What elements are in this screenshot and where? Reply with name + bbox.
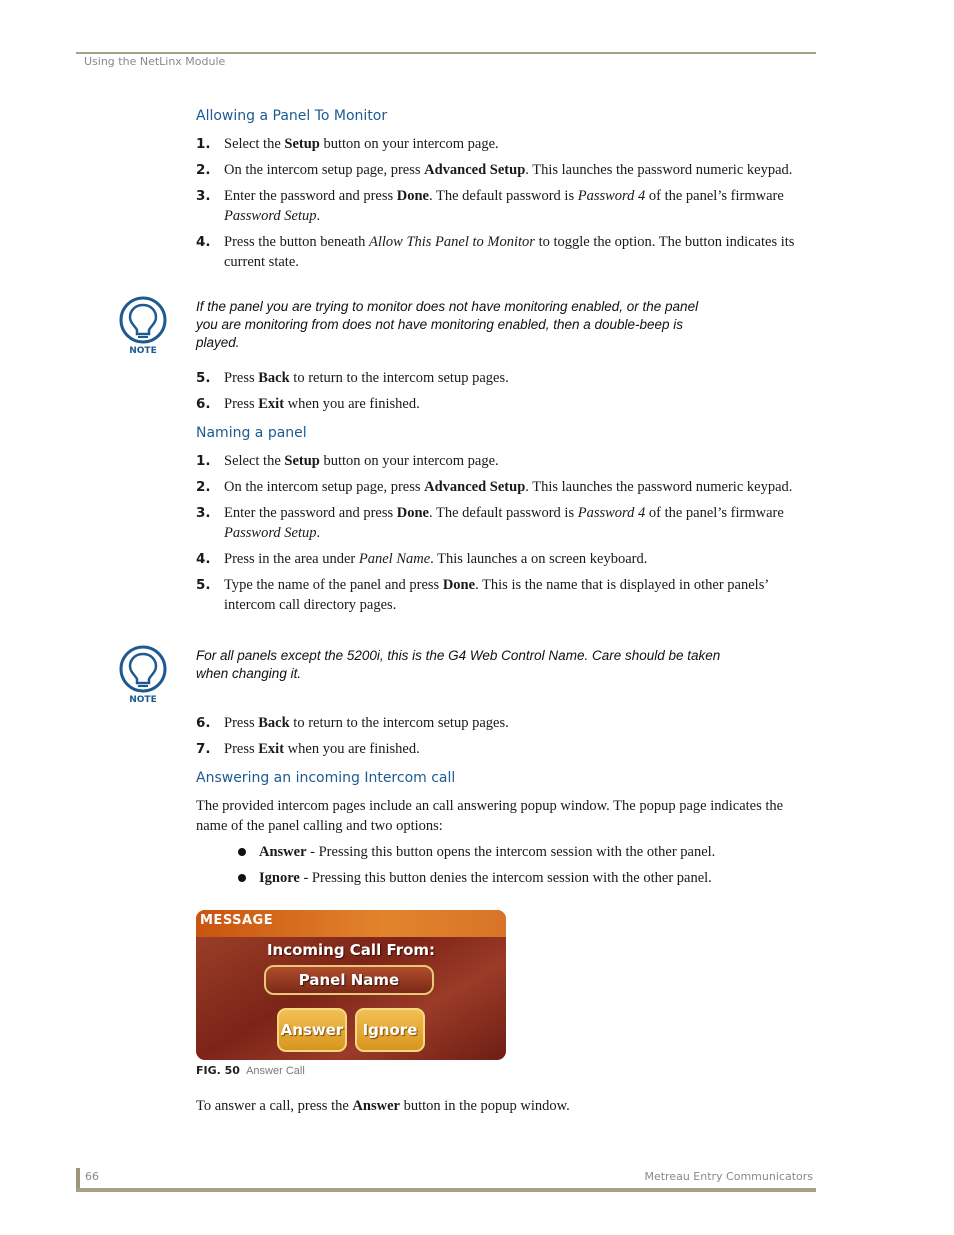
step-bold: Done	[396, 188, 429, 204]
naming-step-3	[196, 503, 816, 543]
naming-step-2	[196, 477, 816, 497]
naming-step-6	[196, 713, 816, 733]
step-bold: Advanced Setup	[424, 162, 526, 178]
step-italic: Password 4	[577, 188, 646, 204]
note-web-control-name	[129, 647, 816, 705]
note-icon-label: NOTE	[129, 346, 157, 356]
footer-rule	[76, 1188, 816, 1192]
step-bold: Setup	[284, 136, 320, 152]
step-text: . This launches a on screen keyboard.	[430, 551, 648, 567]
note-icon-label: NOTE	[129, 695, 157, 705]
step-bold: Back	[258, 715, 290, 731]
note-text: If the panel you are trying to monitor does not have monitoring enabled, or the panel you are monitoring from does not have monitoring enabled, then a double-beep is played.	[196, 299, 699, 350]
step-number: 7.	[196, 741, 211, 757]
step-bold: Done	[442, 577, 476, 593]
step-italic: Password Setup	[224, 208, 317, 224]
bullet-bold: Answer	[259, 844, 307, 860]
answer-call-figure	[196, 910, 506, 1060]
answer-button[interactable]: Answer	[277, 1008, 347, 1052]
bullet-answer	[196, 842, 816, 862]
step-text: Select the	[224, 136, 285, 152]
step-number: 5.	[196, 577, 211, 593]
naming-step-4	[196, 549, 816, 569]
bullet-text: - Pressing this button opens the intercom session with the other panel.	[306, 844, 716, 860]
bullet-dot	[238, 848, 246, 856]
step-text: . This is the name that is displayed in other panels’ intercom call directory pages.	[224, 577, 769, 613]
step-text: .	[316, 525, 321, 541]
step-text: of the panel’s firmware	[645, 188, 784, 204]
step-bold: Done	[396, 505, 429, 521]
step-text: to return to the intercom setup pages.	[289, 370, 509, 386]
figure-caption	[196, 1064, 816, 1078]
step-text: Press the button beneath	[224, 234, 369, 250]
step-text: .	[316, 208, 321, 224]
footer-book-title: Metreau Entry Communicators	[644, 1170, 813, 1183]
page-number: 66	[85, 1170, 99, 1183]
monitor-step-4	[196, 232, 816, 272]
caption-text: Answer Call	[246, 1065, 305, 1077]
step-number: 3.	[196, 188, 211, 204]
step-number: 2.	[196, 162, 211, 178]
monitor-step-1	[196, 134, 816, 154]
step-text: button on your intercom page.	[319, 136, 499, 152]
note-text: For all panels except the 5200i, this is the G4 Web Control Name. Care should be taken when changing it.	[196, 648, 721, 681]
section-title-answering: Answering an incoming Intercom call	[196, 770, 456, 786]
step-bold: Exit	[258, 396, 285, 412]
note-monitoring	[129, 298, 816, 356]
step-text: when you are finished.	[284, 741, 420, 757]
step-bold: Exit	[258, 741, 285, 757]
step-number: 1.	[196, 136, 211, 152]
naming-step-5	[196, 575, 816, 615]
running-header: Using the NetLinx Module	[84, 55, 226, 68]
step-text: Press	[224, 741, 259, 757]
step-text: Enter the password and press	[224, 188, 397, 204]
step-number: 3.	[196, 505, 211, 521]
step-text: Press	[224, 715, 259, 731]
naming-step-7	[196, 739, 816, 759]
monitor-step-2	[196, 160, 816, 180]
lightbulb-note-icon	[118, 645, 168, 705]
step-text: Select the	[224, 453, 285, 469]
step-italic: Panel Name	[358, 551, 431, 567]
monitor-step-3	[196, 186, 816, 226]
step-italic: Allow This Panel to Monitor	[368, 234, 535, 250]
bullet-bold: Ignore	[259, 870, 300, 886]
step-text: when you are finished.	[284, 396, 420, 412]
bullet-text: - Pressing this button denies the intercom session with the other panel.	[299, 870, 712, 886]
step-number: 5.	[196, 370, 211, 386]
step-text: . This launches the password numeric keypad.	[525, 479, 793, 495]
step-text: . The default password is	[428, 188, 578, 204]
naming-step-1	[196, 451, 816, 471]
page-content	[129, 106, 816, 1116]
monitor-step-6	[196, 394, 816, 414]
step-text: to toggle the option. The button indicates its current state.	[224, 234, 795, 270]
para-bold: Answer	[352, 1098, 400, 1114]
header-rule	[76, 52, 816, 54]
step-text: Press	[224, 396, 259, 412]
step-text: button on your intercom page.	[319, 453, 499, 469]
step-number: 2.	[196, 479, 211, 495]
step-number: 4.	[196, 234, 211, 250]
caption-label: FIG. 50	[196, 1064, 240, 1077]
step-italic: Password 4	[577, 505, 646, 521]
answering-intro: The provided intercom pages include an call answering popup window. The popup page indicates the name of the panel calling and two options:	[196, 798, 784, 834]
step-number: 6.	[196, 396, 211, 412]
lightbulb-note-icon	[118, 296, 168, 356]
step-text: Press	[224, 370, 259, 386]
bullet-dot	[238, 874, 246, 882]
step-number: 6.	[196, 715, 211, 731]
step-text: . The default password is	[428, 505, 578, 521]
section-title-monitor: Allowing a Panel To Monitor	[196, 108, 388, 124]
incoming-call-heading: Incoming Call From:	[266, 941, 436, 959]
monitor-step-5	[196, 368, 816, 388]
step-text: On the intercom setup page, press	[224, 162, 425, 178]
ignore-button[interactable]: Ignore	[355, 1008, 425, 1052]
step-text: Press in the area under	[224, 551, 359, 567]
step-bold: Back	[258, 370, 290, 386]
step-italic: Password Setup	[224, 525, 317, 541]
section-title-naming: Naming a panel	[196, 425, 307, 441]
step-bold: Setup	[284, 453, 320, 469]
para-text: To answer a call, press the	[196, 1098, 353, 1114]
step-text: On the intercom setup page, press	[224, 479, 425, 495]
step-bold: Advanced Setup	[424, 479, 526, 495]
message-title: MESSAGE	[200, 913, 274, 928]
bullet-ignore	[196, 868, 816, 888]
closing-paragraph	[196, 1096, 816, 1116]
step-number: 4.	[196, 551, 211, 567]
step-text: to return to the intercom setup pages.	[289, 715, 509, 731]
para-text: button in the popup window.	[399, 1098, 570, 1114]
step-text: Enter the password and press	[224, 505, 397, 521]
panel-name-field: Panel Name	[264, 965, 434, 995]
step-number: 1.	[196, 453, 211, 469]
step-text: Type the name of the panel and press	[224, 577, 443, 593]
step-text: of the panel’s firmware	[645, 505, 784, 521]
step-text: . This launches the password numeric keypad.	[525, 162, 793, 178]
